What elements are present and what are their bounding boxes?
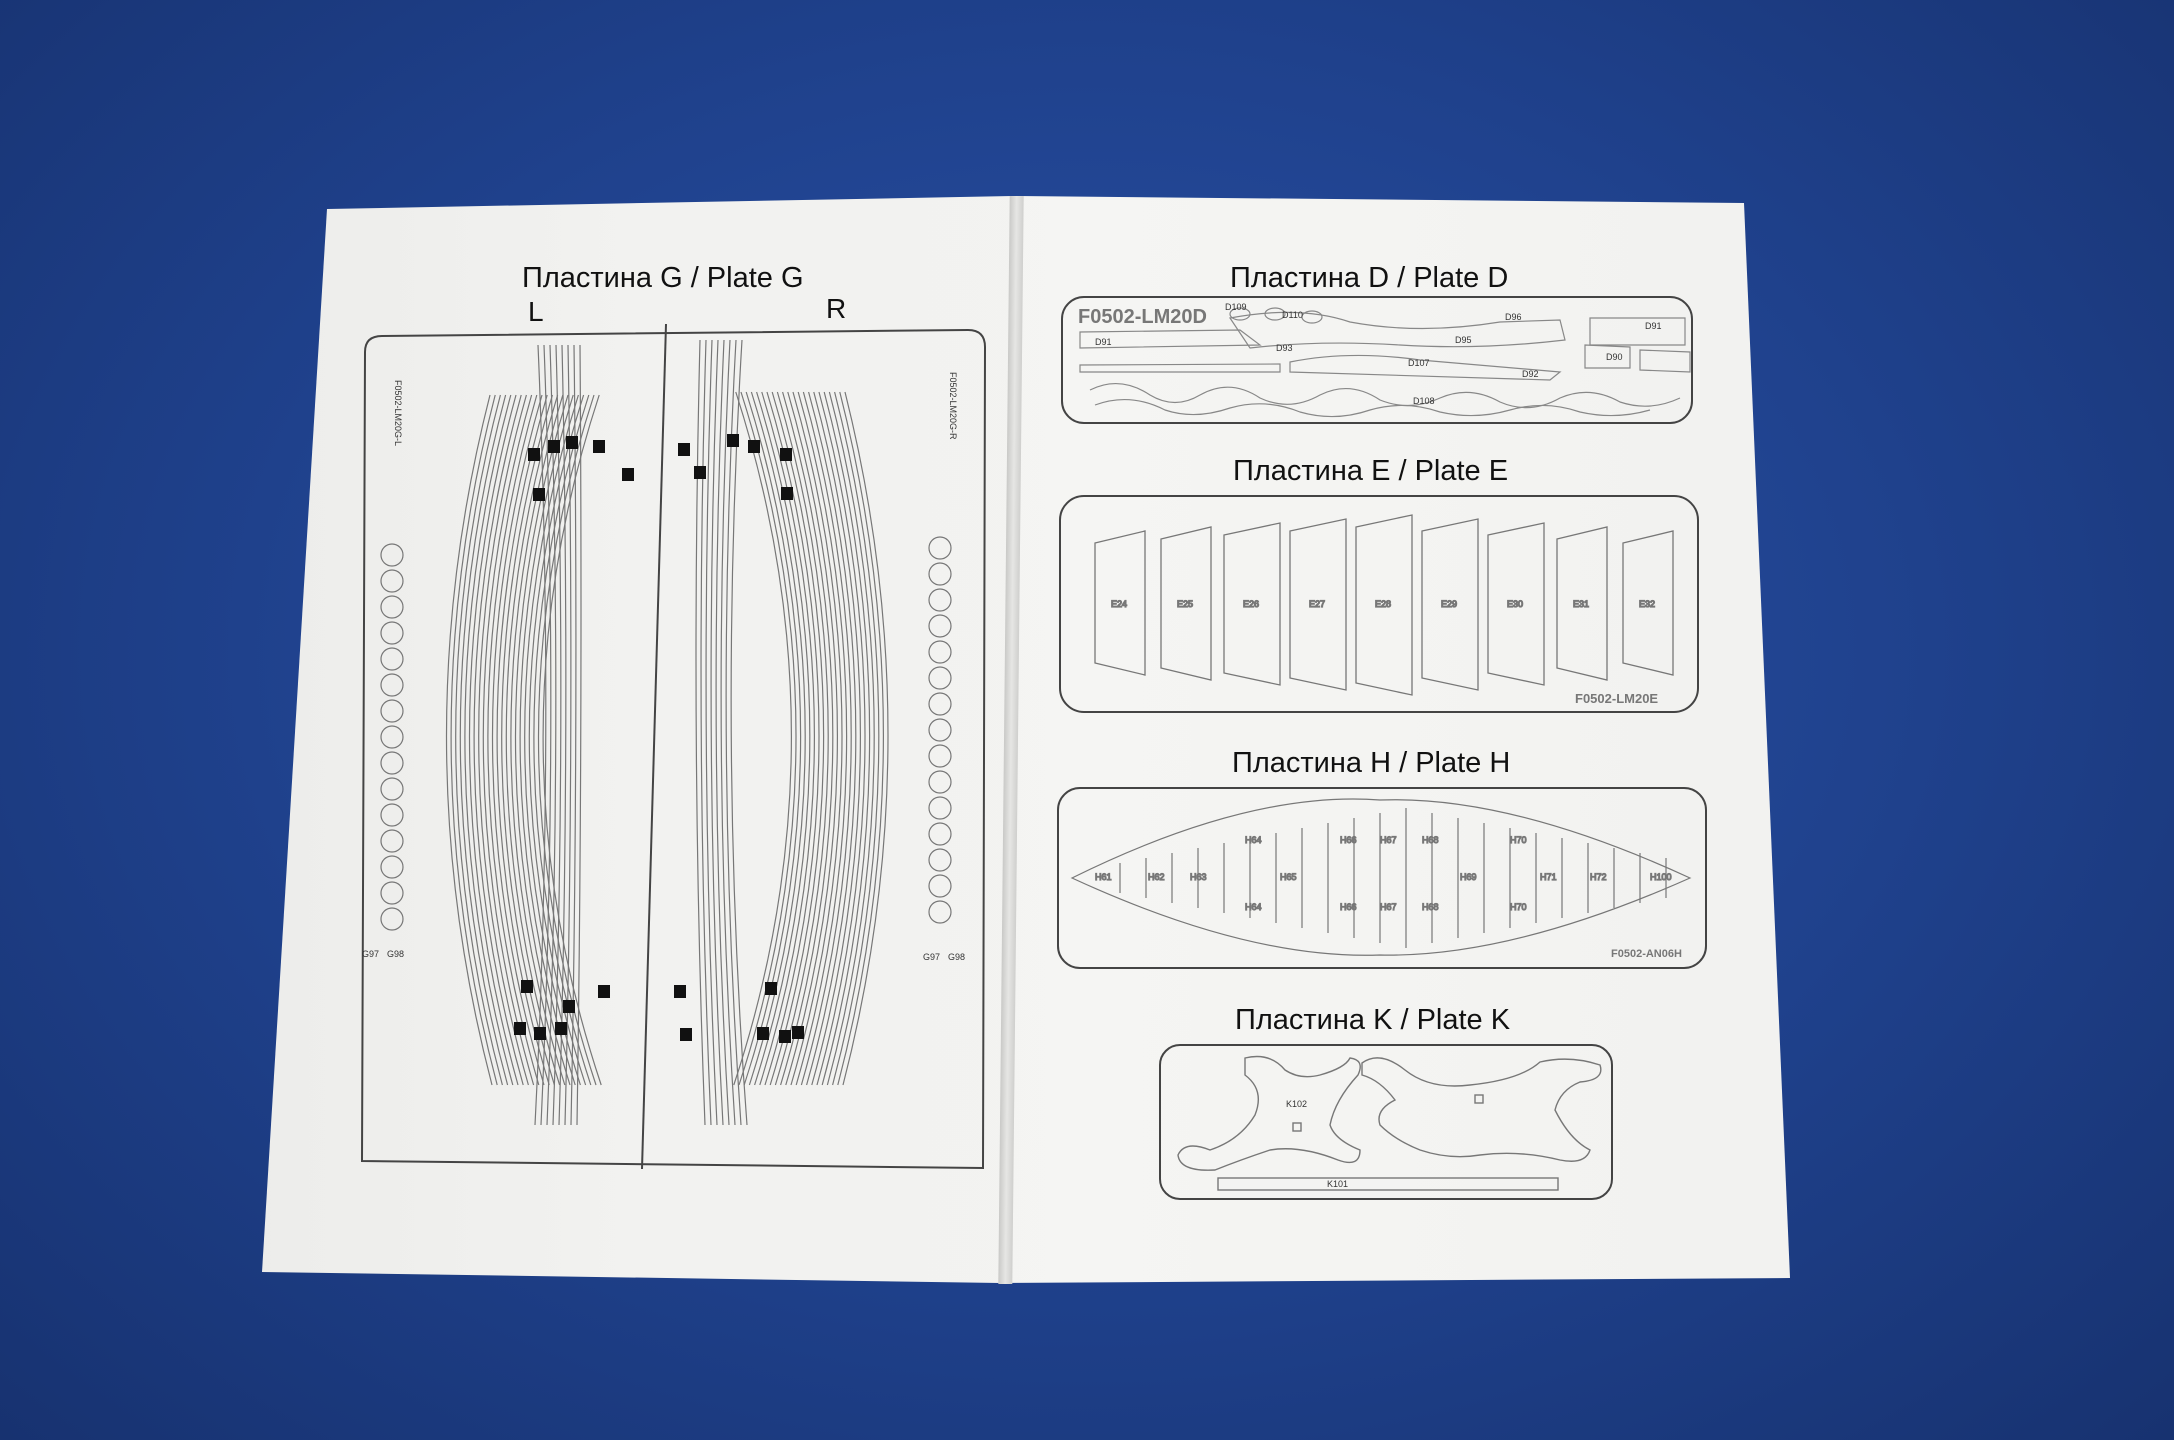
tab — [563, 1000, 575, 1013]
tab — [521, 980, 533, 993]
part-g97-right: G97 — [923, 952, 941, 962]
disc-left — [381, 830, 403, 852]
tab — [622, 468, 634, 481]
disc-right — [929, 563, 951, 585]
part-d110: D110 — [1282, 310, 1303, 320]
part-d108: D108 — [1413, 396, 1435, 406]
plate-g-left-marker: L — [528, 296, 544, 327]
part-e27: E27 — [1309, 599, 1326, 609]
part-e30: E30 — [1507, 599, 1524, 609]
disc-right — [929, 667, 951, 689]
disc-right — [929, 771, 951, 793]
plate-e-panels — [1095, 515, 1673, 695]
tab — [727, 434, 739, 447]
part-e29: E29 — [1441, 599, 1458, 609]
part-h71: H71 — [1540, 872, 1557, 882]
tab — [780, 448, 792, 461]
disc-right — [929, 641, 951, 663]
tab — [757, 1027, 769, 1040]
part-h70-bottom: H70 — [1510, 902, 1527, 912]
disc-left — [381, 648, 403, 670]
disc-right — [929, 719, 951, 741]
part-e28: E28 — [1375, 599, 1392, 609]
part-h64-bottom: H64 — [1245, 902, 1262, 912]
tab — [533, 488, 545, 501]
disc-left — [381, 726, 403, 748]
code-g-left: F0502-LM20G-L — [393, 380, 403, 447]
tab — [566, 436, 578, 449]
disc-right — [929, 823, 951, 845]
disc-left — [381, 882, 403, 904]
disc-right — [929, 615, 951, 637]
tab — [792, 1026, 804, 1039]
code-d: F0502-LM20D — [1078, 306, 1207, 328]
part-h69: H69 — [1460, 872, 1477, 882]
code-e: F0502-LM20E — [1575, 691, 1659, 706]
disc-left — [381, 804, 403, 826]
part-h66-bottom: H66 — [1340, 902, 1357, 912]
code-g-right: F0502-LM20G-R — [948, 372, 958, 440]
part-e26: E26 — [1243, 599, 1260, 609]
tab — [765, 982, 777, 995]
disc-left — [381, 622, 403, 644]
part-h63: H63 — [1190, 872, 1207, 882]
part-h68-top: H68 — [1422, 835, 1439, 845]
disc-right — [929, 797, 951, 819]
code-h: F0502-AN06H — [1611, 948, 1682, 960]
part-d91-left: D91 — [1095, 337, 1112, 347]
plate-h-ribs — [1072, 799, 1690, 955]
part-d109: D109 — [1225, 302, 1247, 312]
plate-g-right-marker: R — [826, 293, 847, 324]
tab — [781, 487, 793, 500]
part-k101: K101 — [1327, 1179, 1349, 1189]
part-d96: D96 — [1505, 312, 1522, 322]
part-d91-right: D91 — [1645, 321, 1662, 331]
tab — [593, 440, 605, 453]
tab — [534, 1027, 546, 1040]
part-d95: D95 — [1455, 335, 1472, 345]
tab — [528, 448, 540, 461]
tab — [680, 1028, 692, 1041]
part-g97-left: G97 — [362, 949, 380, 959]
tab — [548, 440, 560, 453]
disc-right — [929, 849, 951, 871]
plate-k-sheet — [1160, 1045, 1612, 1199]
part-h100: H100 — [1650, 872, 1672, 882]
plate-k-title: Пластина K / Plate K — [1235, 1004, 1511, 1036]
plate-g-title: Пластина G / Plate G — [522, 262, 804, 294]
tab — [598, 985, 610, 998]
plate-d-title: Пластина D / Plate D — [1230, 262, 1509, 294]
disc-right — [929, 875, 951, 897]
part-e25: E25 — [1177, 599, 1194, 609]
disc-left — [381, 570, 403, 592]
part-d107: D107 — [1408, 358, 1430, 368]
part-h64-top: H64 — [1245, 835, 1262, 845]
plate-k-parts — [1178, 1057, 1601, 1191]
tab — [678, 443, 690, 456]
disc-right — [929, 745, 951, 767]
part-d90: D90 — [1606, 352, 1623, 362]
disc-left — [381, 856, 403, 878]
disc-right — [929, 901, 951, 923]
part-e31: E31 — [1573, 599, 1590, 609]
part-h66-top: H66 — [1340, 835, 1357, 845]
disc-left — [381, 778, 403, 800]
part-h61: H61 — [1095, 872, 1112, 882]
part-h67-bottom: H67 — [1380, 902, 1397, 912]
part-h65: H65 — [1280, 872, 1297, 882]
disc-left — [381, 908, 403, 930]
part-h72: H72 — [1590, 872, 1607, 882]
disc-left — [381, 700, 403, 722]
plate-e-title: Пластина E / Plate E — [1233, 455, 1509, 487]
part-d92: D92 — [1522, 369, 1539, 379]
tab — [674, 985, 686, 998]
disc-left — [381, 752, 403, 774]
disc-left — [381, 596, 403, 618]
part-h62: H62 — [1148, 872, 1165, 882]
tab — [694, 466, 706, 479]
part-h68-bottom: H68 — [1422, 902, 1439, 912]
tab — [555, 1022, 567, 1035]
plate-g-left-strakes — [446, 345, 601, 1125]
part-h67-top: H67 — [1380, 835, 1397, 845]
part-k102: K102 — [1286, 1099, 1308, 1109]
part-e32: E32 — [1639, 599, 1656, 609]
part-h70-top: H70 — [1510, 835, 1527, 845]
tab — [514, 1022, 526, 1035]
tab — [748, 440, 760, 453]
disc-left — [381, 544, 403, 566]
part-g98-left: G98 — [387, 949, 405, 959]
plate-g-right-strakes — [696, 340, 888, 1125]
disc-left — [381, 674, 403, 696]
disc-right — [929, 537, 951, 559]
part-e24: E24 — [1111, 599, 1128, 609]
disc-right — [929, 693, 951, 715]
disc-right — [929, 589, 951, 611]
part-g98-right: G98 — [948, 952, 966, 962]
tab — [779, 1030, 791, 1043]
part-d93: D93 — [1276, 343, 1293, 353]
plate-h-title: Пластина H / Plate H — [1232, 747, 1511, 779]
